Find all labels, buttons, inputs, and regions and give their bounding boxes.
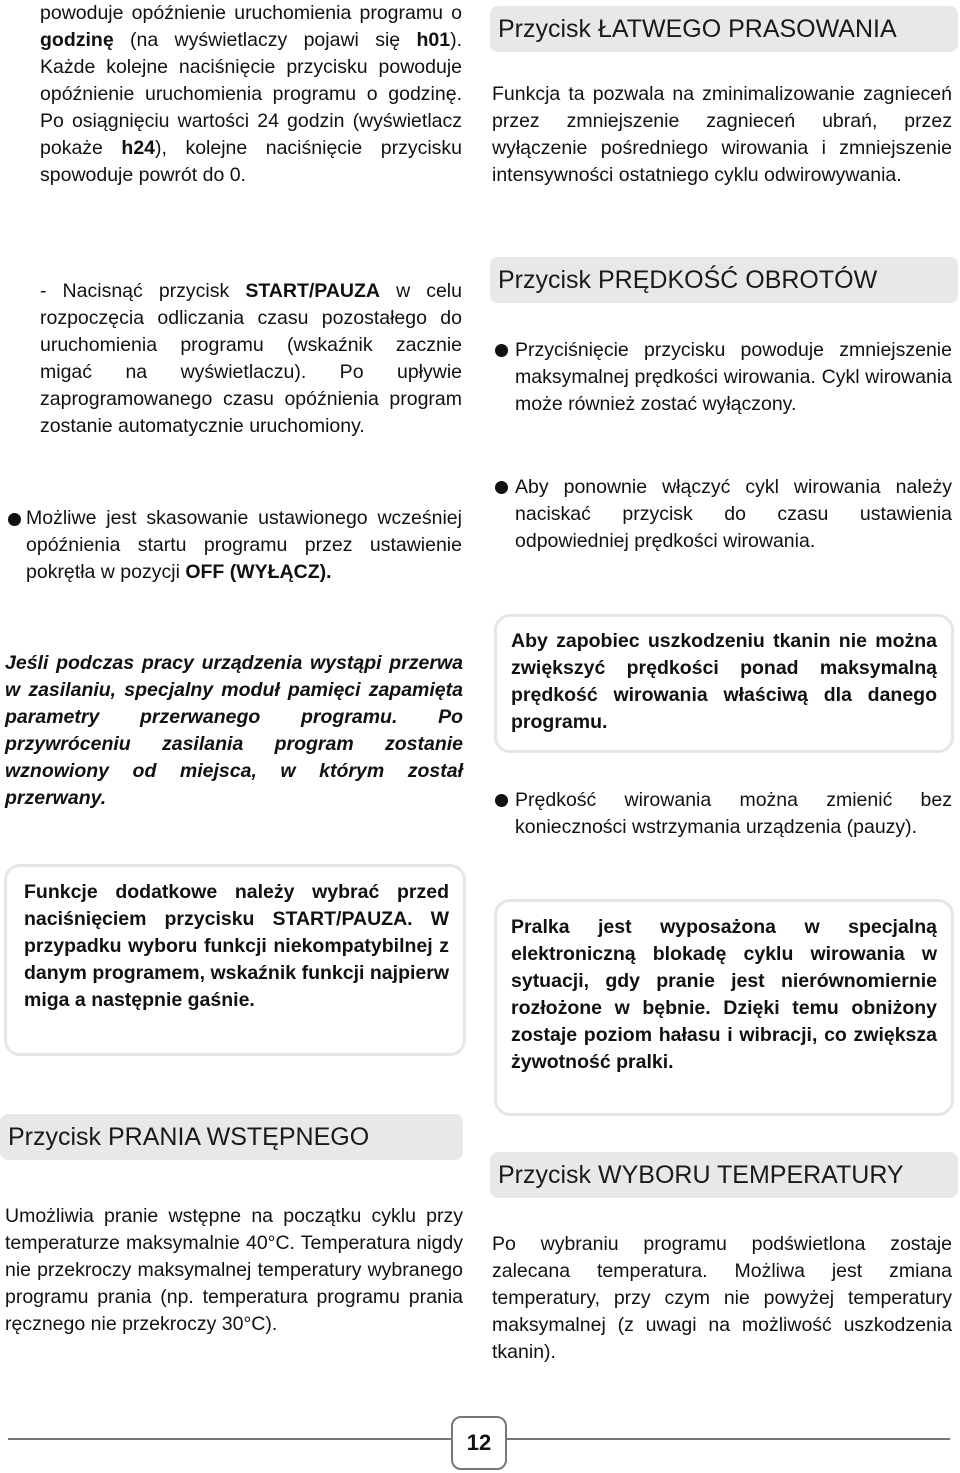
unbalance-protection-notice: [494, 899, 954, 1116]
footer-divider-left: [8, 1438, 451, 1440]
extra-functions-notice: [4, 864, 466, 1056]
bullet-icon: [8, 513, 21, 526]
spin-speed-bullet-1: Przyciśnięcie przycisku powoduje zmniejszenie maksymalnej prędkości wirowania. Cykl wirowania może również zostać wyłączony.: [515, 339, 952, 415]
extra-functions-text: Funkcje dodatkowe należy wybrać przed naciśnięciem przycisku START/PAUZA. W przypadku wyboru funkcji niekompatybilnej z danym programem, wskaźnik funkcji najpierw miga a następnie gaśnie.: [24, 881, 449, 1011]
spin-speed-bullet-3: Prędkość wirowania można zmienić bez konieczności wstrzymania urządzenia (pauzy).: [515, 789, 952, 838]
spin-limit-notice: [494, 614, 954, 753]
header-easy-iron: Przycisk ŁATWEGO PRASOWANIA: [490, 6, 958, 52]
cancel-delay-paragraph: Możliwe jest skasowanie ustawionego wcześniej opóźnienia startu programu przez ustawienie pokrętła w pozycji OFF (WYŁĄCZ).: [26, 507, 462, 583]
spin-limit-text: Aby zapobiec uszkodzeniu tkanin nie można zwiększyć prędkości ponad maksymalną prędkość wirowania właściwą dla danego programu.: [511, 630, 937, 733]
header-temperature: Przycisk WYBORU TEMPERATURY: [490, 1152, 958, 1198]
spin-speed-bullet-2: Aby ponownie włączyć cykl wirowania należy naciskać przycisk do czasu ustawienia odpowiedniej prędkości wirowania.: [515, 476, 952, 552]
easy-iron-text: Funkcja ta pozwala na zminimalizowanie zagnieceń przez zmniejszenie zagnieceń ubrań, przez wyłączenie pośredniego wirowania i zmniejszenie intensywności ostatniego cyklu odwirowywania.: [492, 83, 952, 186]
start-pause-paragraph: - Nacisnąć przycisk START/PAUZA w celu rozpoczęcia odliczania czasu pozostałego do uruchomienia programu (wskaźnik zacznie migać na wyświetlaczu). Po upływie zaprogramowanego czasu opóźnienia program zostanie automatycznie uruchomiony.: [40, 280, 462, 437]
prewash-text: Umożliwia pranie wstępne na początku cyklu przy temperaturze maksymalnie 40°C. Temperatura nigdy nie przekroczy maksymalnej temperatury wybranego programu prania (np. temperatura programu prania ręcznego nie przekroczy 30°C).: [5, 1205, 463, 1335]
bullet-icon: [495, 344, 508, 357]
unbalance-protection-text: Pralka jest wyposażona w specjalną elektroniczną blokadę cyklu wirowania w sytuacji, gdy pranie jest nierównomiernie rozłożone w bębnie. Dzięki temu obniżony zostaje poziom hałasu i wibracji, co zwiększa żywotność pralki.: [511, 916, 937, 1073]
footer-divider-right: [505, 1438, 950, 1440]
bullet-icon: [495, 481, 508, 494]
delay-paragraph: powoduje opóźnienie uruchomienia programu o godzinę (na wyświetlaczy pojawi się h01). Każde kolejne naciśnięcie przycisku powoduje opóźnienie uruchomienia programu o godzinę. Po osiągnięciu wartości 24 godzin (wyświetlacz pokaże h24), kolejne naciśnięcie przycisku spowoduje powrót do 0.: [40, 2, 462, 186]
header-prewash: Przycisk PRANIA WSTĘPNEGO: [0, 1114, 463, 1160]
bullet-icon: [495, 794, 508, 807]
temperature-text: Po wybraniu programu podświetlona zostaje zalecana temperatura. Możliwa jest zmiana temperatury, przy czym nie powyżej temperatury maksymalnej (z uwagi na możliwość uszkodzenia tkanin).: [492, 1233, 952, 1363]
page-number: 12: [451, 1416, 507, 1470]
header-spin-speed: Przycisk PRĘDKOŚĆ OBROTÓW: [490, 257, 958, 303]
power-failure-note: Jeśli podczas pracy urządzenia wystąpi przerwa w zasilaniu, specjalny moduł pamięci zapamięta parametry przerwanego programu. Po przywróceniu zasilania program zostanie wznowiony od miejsca, w którym został przerwany.: [5, 652, 463, 809]
